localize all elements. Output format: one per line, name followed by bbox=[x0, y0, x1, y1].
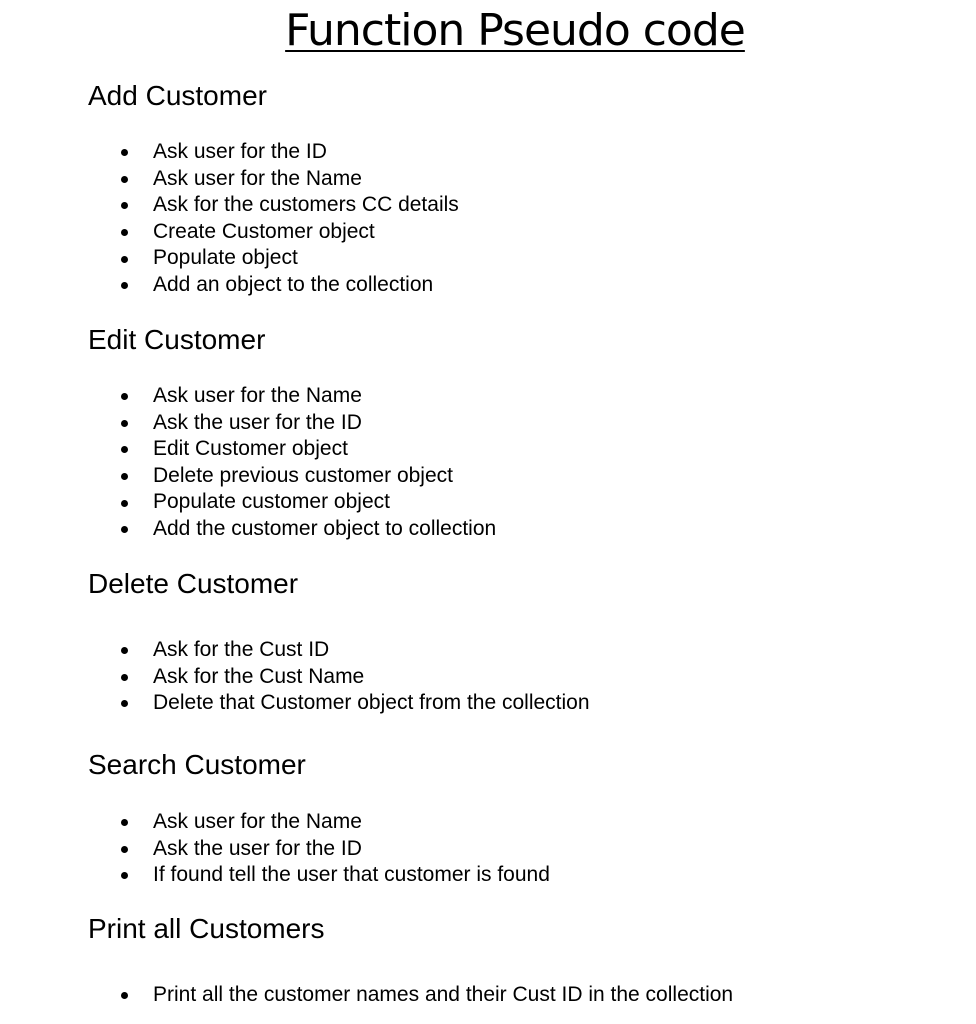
bullet-icon bbox=[121, 700, 128, 707]
bullet-icon bbox=[121, 992, 128, 999]
list-item-text: Create Customer object bbox=[153, 219, 375, 243]
list-item-text: Ask for the Cust Name bbox=[153, 664, 365, 688]
bullet-icon bbox=[121, 446, 128, 453]
list-item bbox=[88, 383, 948, 410]
list-item-text: Delete that Customer object from the collection bbox=[153, 691, 590, 715]
list-item bbox=[88, 463, 948, 490]
bullet-icon bbox=[121, 647, 128, 654]
list-item bbox=[88, 245, 948, 272]
section-delete-customer bbox=[88, 568, 948, 717]
bullet-icon bbox=[121, 872, 128, 879]
bullet-icon bbox=[121, 149, 128, 156]
bullet-icon bbox=[121, 256, 128, 263]
list-item bbox=[88, 690, 948, 717]
bullet-icon bbox=[121, 473, 128, 480]
list-item bbox=[88, 272, 948, 299]
list-item-text: Ask user for the Name bbox=[153, 810, 362, 833]
bullet-icon bbox=[121, 526, 128, 533]
bullet-list bbox=[88, 383, 948, 543]
list-item-text: Add the customer object to collection bbox=[153, 516, 497, 540]
list-item bbox=[88, 219, 948, 246]
list-item-text: Print all the customer names and their Cust ID in the collection bbox=[153, 983, 734, 1006]
section-print-all-customers bbox=[88, 913, 948, 1009]
list-item bbox=[88, 410, 948, 437]
bullet-icon bbox=[121, 393, 128, 400]
list-item-text: Populate customer object bbox=[153, 490, 390, 514]
page-title: Function Pseudo code bbox=[285, 5, 745, 56]
bullet-icon bbox=[121, 420, 128, 427]
list-item-text: Ask the user for the ID bbox=[153, 836, 362, 860]
list-item-text: Ask for the Cust ID bbox=[153, 638, 330, 661]
section-heading: Delete Customer bbox=[88, 568, 299, 599]
bullet-icon bbox=[121, 282, 128, 289]
section-heading: Edit Customer bbox=[88, 324, 266, 355]
bullet-icon bbox=[121, 500, 128, 507]
list-item-text: Ask user for the Name bbox=[153, 166, 362, 190]
bullet-list bbox=[88, 139, 948, 299]
list-item-text: Edit Customer object bbox=[153, 437, 348, 461]
list-item-text: Ask user for the ID bbox=[153, 140, 327, 163]
list-item bbox=[88, 836, 948, 863]
list-item bbox=[88, 664, 948, 691]
bullet-list bbox=[88, 809, 948, 889]
list-item-text: If found tell the user that customer is found bbox=[153, 863, 550, 887]
list-item bbox=[88, 166, 948, 193]
section-heading: Add Customer bbox=[88, 80, 267, 111]
list-item bbox=[88, 516, 948, 543]
section-edit-customer bbox=[88, 324, 948, 543]
list-item bbox=[88, 436, 948, 463]
list-item bbox=[88, 139, 948, 166]
list-item-text: Ask for the customers CC details bbox=[153, 193, 459, 217]
list-item-text: Delete previous customer object bbox=[153, 463, 453, 487]
list-item bbox=[88, 489, 948, 516]
list-item-text: Ask the user for the ID bbox=[153, 410, 362, 434]
section-heading: Search Customer bbox=[88, 749, 306, 780]
list-item-text: Add an object to the collection bbox=[153, 272, 434, 296]
list-item-text: Ask user for the Name bbox=[153, 384, 362, 407]
bullet-icon bbox=[121, 229, 128, 236]
bullet-list bbox=[88, 637, 948, 717]
bullet-icon bbox=[121, 674, 128, 681]
list-item-text: Populate object bbox=[153, 246, 298, 270]
bullet-icon bbox=[121, 176, 128, 183]
section-heading: Print all Customers bbox=[88, 913, 325, 944]
section-add-customer bbox=[88, 80, 948, 299]
bullet-icon bbox=[121, 202, 128, 209]
bullet-icon bbox=[121, 819, 128, 826]
list-item bbox=[88, 192, 948, 219]
list-item bbox=[88, 862, 948, 889]
list-item bbox=[88, 982, 948, 1009]
list-item bbox=[88, 809, 948, 836]
bullet-icon bbox=[121, 846, 128, 853]
list-item bbox=[88, 637, 948, 664]
bullet-list bbox=[88, 982, 948, 1009]
section-search-customer bbox=[88, 749, 948, 889]
